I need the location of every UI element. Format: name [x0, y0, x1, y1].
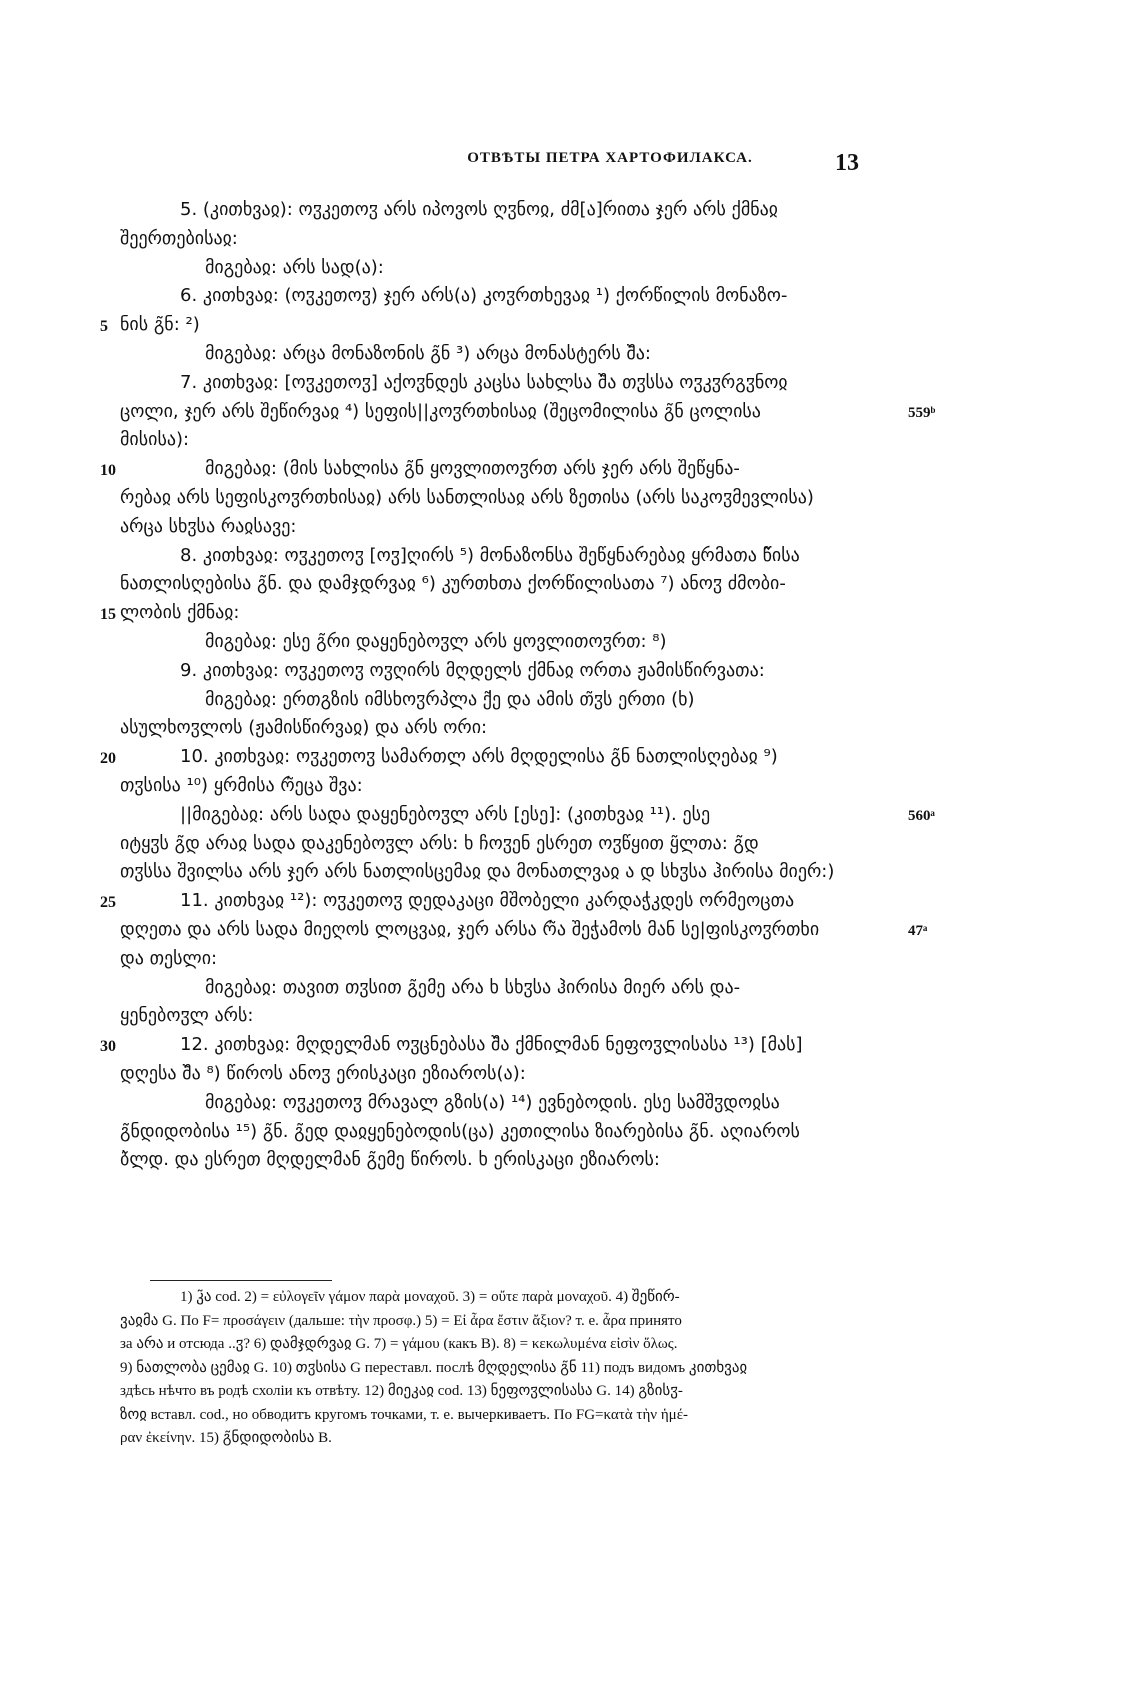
- margin-reference: 559ᵇ: [908, 404, 936, 421]
- text-line: 11. კითხვაჲ ¹²): ოჳკეთოჳ დედაკაცი მშობელი კარდაჭკდეს ორმეოცთა: [180, 890, 795, 912]
- text-line: 10. კითხვაჲ: ოჳკეთოჳ სამართლ არს მღდელისა გ̃ნ ნათლისღებაჲ ⁹): [180, 746, 778, 768]
- text-line: მიგებაჲ: არს სად(ა):: [205, 256, 384, 278]
- footnote-line: здѣсь нѣчто въ родѣ схоліи къ отвѣту. 12) მიეკაჲ cod. 13) ნეფოჳლისასა G. 14) გზისჳ-: [120, 1383, 683, 1399]
- text-line: ბ̃ლდ. და ესრეთ მღდელმან გ̃ემე წიროს. ხ ერისკაცი ეზიაროს:: [120, 1149, 660, 1171]
- footnote-line: ზოჲ вставл. cod., но обводитъ кругомъ точками, т. е. вычеркиваетъ. По FG=κατὰ τὴν ἡμέ-: [120, 1406, 689, 1423]
- text-line: არცა სხჳსა რაჲსავე:: [120, 515, 297, 537]
- text-line: მიგებაჲ: (მის სახლისა გ̃ნ ყოვლითოჳრთ არს ჯერ არს შეწყნა-: [205, 458, 740, 480]
- text-line: გ̃ნდიდობისა ¹⁵) გ̃ნ. გ̃ედ დაჲყენებოდის(ცა) კეთილისა ზიარებისა გ̃ნ. აღიაროს: [120, 1120, 800, 1142]
- text-line: ლობის ქმნაჲ:: [120, 602, 240, 624]
- line-number: 25: [100, 894, 116, 912]
- text-line: თჳსსა შვილსა არს ჯერ არს ნათლისცემაჲ და მონათლვაჲ ა დ სხჳსა ჰირისა მიერ:): [120, 861, 835, 883]
- text-line: 5. (კითხვაჲ): ოჳკეთოჳ არს იპოვოს ღჳნოჲ, ძმ[ა]რითა ჯერ არს ქმნაჲ: [180, 199, 778, 220]
- page-number: 13: [835, 150, 859, 176]
- running-header: ОТВѢТЫ ПЕТРА ХАРТОФИЛАКСА.: [467, 150, 753, 166]
- footnote-line: ραν ἐκείνην. 15) გ̃ნდიდობისა B.: [120, 1430, 332, 1446]
- text-line: 12. კითხვაჲ: მღდელმან ოჳცნებასა შ̃ა ქმნილმან ნეფოჳლისასა ¹³) [მას]: [180, 1034, 803, 1056]
- text-line: 9. კითხვაჲ: ოჳკეთოჳ ოჳღირს მღდელს ქმნაჲ ორთა ჟამისწირვათა:: [180, 659, 765, 681]
- footnote-line: за არა и отсюда ..ჳ? 6) დამჯდრვაჲ G. 7) = γάμου (какъ B). 8) = κεκωλυμένα εἰσὶν ὅλως.: [120, 1336, 678, 1352]
- text-line: მიგებაჲ: ოჳკეთოჳ მრავალ გზის(ა) ¹⁴) ევნებოდის. ესე სამშჳდოჲსა: [205, 1091, 780, 1113]
- footnote-line: ვაჲმა G. По F= προσάγειν (дальше: τὴν προσφ.) 5) = Εἰ ἆρα ἔστιν ἄξιον? т. е. ἆρα принято: [120, 1312, 682, 1329]
- text-line: რებაჲ არს სეფისკოჳრთხისაჲ) არს სანთლისაჲ არს ზეთისა (არს საკოჳმევლისა): [120, 486, 814, 508]
- text-line: მიგებაჲ: ერთგზის იმსხოჳრპლა ქ̃ე და ამის თ̃ჳს ერთი (ხ): [205, 688, 695, 710]
- line-number: 30: [100, 1038, 116, 1056]
- margin-reference: 560ᵃ: [908, 807, 935, 824]
- footnotes: [120, 1286, 900, 1451]
- main-text: [120, 196, 900, 1175]
- line-number: 10: [100, 462, 116, 480]
- margin-reference: 47ᵃ: [908, 923, 928, 939]
- line-number: 15: [100, 606, 116, 624]
- text-line: 6. კითხვაჲ: (ოჳკეთოჳ) ჯერ არს(ა) კოჳრთხევაჲ ¹) ქორწილის მონაზო-: [180, 285, 788, 307]
- footnote-line: 1) კ̃ა cod. 2) = εὐλογεῖν γάμον παρὰ μοναχοῦ. 3) = οὔτε παρὰ μοναχοῦ. 4) შეწირ-: [180, 1289, 680, 1305]
- text-line: თჳსისა ¹⁰) ყრმისა რ̃ეცა შვა:: [120, 774, 363, 796]
- text-line: მიგებაჲ: არცა მონაზონის გ̃ნ ³) არცა მონასტერს შ̃ა:: [205, 342, 651, 364]
- text-line: მიგებაჲ: თავით თჳსით გ̃ემე არა ხ სხჳსა ჰირისა მიერ არს და-: [205, 976, 741, 998]
- text-line: 8. კითხვაჲ: ოჳკეთოჳ [ოჳ]ღირს ⁵) მონაზონსა შეწყნარებაჲ ყრმათა წ̃ისა: [180, 544, 800, 566]
- line-number: 5: [100, 318, 108, 336]
- text-line: დღესა შ̃ა ⁸) წიროს ანოჳ ერისკაცი ეზიაროს(ა):: [120, 1062, 526, 1084]
- text-line: მიგებაჲ: ესე გ̃რი დაყენებოჳლ არს ყოვლითოჳრთ: ⁸): [205, 630, 667, 652]
- text-line: ყენებოჳლ არს:: [120, 1005, 254, 1027]
- text-line: შეერთებისაჲ:: [120, 227, 238, 249]
- text-line: იტყჳს გ̃დ არაჲ სადა დაკენებოჳლ არს: ხ ჩოჳენ ესრეთ ოჳწყით ყ̃ლთა: გ̃დ: [120, 832, 759, 854]
- text-line: 7. კითხვაჲ: [ოჳკეთოჳ] აქოჳნდეს კაცსა სახლსა შ̃ა თჳსსა ოჳკჳრგჳნოჲ: [180, 371, 788, 393]
- footnote-divider: [150, 1280, 332, 1281]
- footnote-line: 9) ნათლობა ცემაჲ G. 10) თჳსისა G переставл. послѣ მღდელისა გ̃ნ 11) подъ видомъ კითხვაჲ: [120, 1359, 748, 1376]
- text-line: და თესლი:: [120, 947, 218, 969]
- text-line: ცოლი, ჯერ არს შეწირვაჲ ⁴) სეფის||კოჳრთხისაჲ (შეცომილისა გ̃ნ ცოლისა: [120, 400, 761, 422]
- text-line: ||მიგებაჲ: არს სადა დაყენებოჳლ არს [ესე]: (კითხვაჲ ¹¹). ესე: [180, 803, 711, 825]
- text-line: მისისა):: [120, 429, 190, 451]
- text-line: დღეთა და არს სადა მიეღოს ლოცვაჲ, ჯერ არსა რ̃ა შეჭამოს მან სე|ფისკოჳრთხი: [120, 918, 820, 940]
- text-line: ნის გ̃ნ: ²): [120, 314, 200, 336]
- text-line: ნათლისღებისა გ̃ნ. და დამჯდრვაჲ ⁶) კურთხთა ქორწილისათა ⁷) ანოჳ ძმობი-: [120, 573, 786, 595]
- line-number: 20: [100, 750, 116, 768]
- text-line: ასულხოჳლოს (ჟამისწირვაჲ) და არს ორი:: [120, 717, 488, 739]
